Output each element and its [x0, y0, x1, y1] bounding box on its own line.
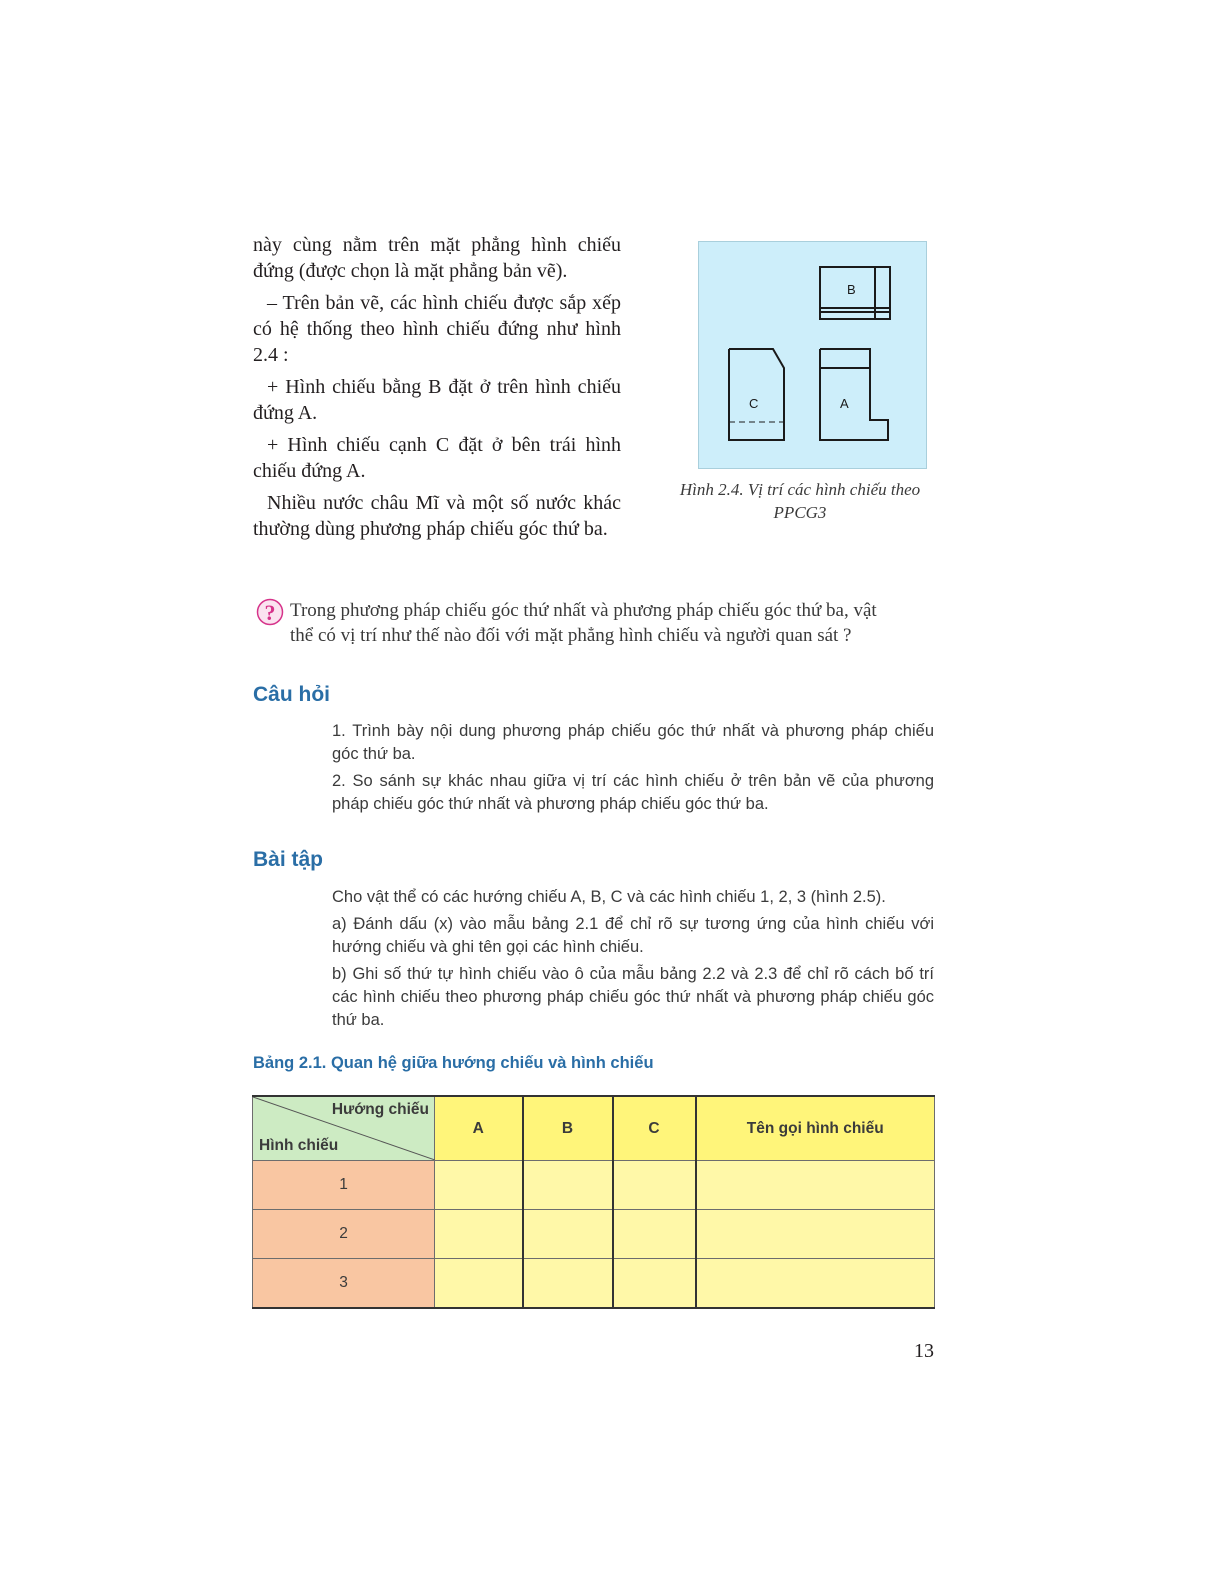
table-cell[interactable]	[696, 1161, 935, 1210]
question-mark-icon	[256, 598, 284, 626]
paragraph-2: – Trên bản vẽ, các hình chiếu được sắp xếp có hệ thống theo hình chiếu đứng như hình 2.4 :	[253, 292, 621, 366]
row-head-3: 3	[253, 1259, 435, 1309]
table-cell[interactable]	[435, 1210, 523, 1259]
caption-line-2: PPCG3	[773, 503, 827, 522]
list-item: Cho vật thể có các hướng chiếu A, B, C và các hình chiếu 1, 2, 3 (hình 2.5).	[332, 888, 886, 906]
column-header-c: C	[613, 1096, 696, 1161]
table-cell[interactable]	[435, 1161, 523, 1210]
paragraph-5: Nhiều nước châu Mĩ và một số nước khác thường dùng phương pháp chiếu góc thứ ba.	[253, 492, 621, 540]
relation-table	[252, 1095, 935, 1309]
table-cell[interactable]	[523, 1259, 613, 1309]
column-header-a: A	[435, 1096, 523, 1161]
table-cell[interactable]	[613, 1161, 696, 1210]
projection-drawing	[699, 242, 928, 470]
cau-hoi-list	[332, 720, 934, 820]
label-b: B	[847, 282, 856, 297]
column-header-b: B	[523, 1096, 613, 1161]
paragraph-1: này cùng nằm trên mặt phẳng hình chiếu đứng (được chọn là mặt phẳng bản vẽ).	[253, 234, 621, 282]
table-cell[interactable]	[613, 1259, 696, 1309]
table-corner-cell	[253, 1096, 435, 1161]
table-row	[253, 1210, 935, 1259]
question-line-2: thể có vị trí như thế nào đối với mặt phẳng hình chiếu và người quan sát ?	[290, 625, 852, 646]
list-item: 2. So sánh sự khác nhau giữa vị trí các hình chiếu ở trên bản vẽ của phương pháp chiếu góc thứ nhất và phương pháp chiếu góc thứ ba.	[332, 772, 934, 813]
table-cell[interactable]	[523, 1161, 613, 1210]
question-line-1: Trong phương pháp chiếu góc thứ nhất và phương pháp chiếu góc thứ ba, vật	[290, 600, 877, 621]
table-cell[interactable]	[523, 1210, 613, 1259]
view-a	[820, 349, 888, 440]
table-cell[interactable]	[696, 1259, 935, 1309]
caption-line-1: Hình 2.4. Vị trí các hình chiếu theo	[679, 480, 921, 499]
table-cell[interactable]	[696, 1210, 935, 1259]
question-block	[256, 598, 936, 648]
question-glyph: ?	[264, 600, 276, 625]
corner-label-hinh-chieu: Hình chiếu	[259, 1137, 339, 1154]
section-title-bai-tap: Bài tập	[253, 848, 324, 871]
list-item: a) Đánh dấu (x) vào mẫu bảng 2.1 để chỉ rõ sự tương ứng của hình chiếu với hướng chiếu và ghi tên gọi các hình chiếu.	[332, 915, 934, 956]
section-title-cau-hoi: Câu hỏi	[253, 683, 330, 706]
table-cell[interactable]	[613, 1210, 696, 1259]
list-item: b) Ghi số thứ tự hình chiếu vào ô của mẫu bảng 2.2 và 2.3 để chỉ rõ cách bố trí các hình chiếu theo phương pháp chiếu góc thứ nhất và phương pháp chiếu góc thứ ba.	[332, 965, 934, 1029]
table-title: Bảng 2.1. Quan hệ giữa hướng chiếu và hình chiếu	[253, 1054, 654, 1072]
table-row	[253, 1259, 935, 1309]
table-cell[interactable]	[435, 1259, 523, 1309]
row-head-2: 2	[253, 1210, 435, 1259]
page-number: 13	[914, 1340, 934, 1362]
view-c	[729, 349, 784, 440]
row-head-1: 1	[253, 1161, 435, 1210]
paragraph-3: + Hình chiếu bằng B đặt ở trên hình chiếu đứng A.	[253, 376, 621, 424]
table-header-row	[253, 1096, 935, 1161]
label-c: C	[749, 396, 759, 411]
left-column-text	[253, 232, 621, 548]
label-a: A	[840, 396, 849, 411]
bai-tap-list	[332, 886, 934, 1036]
figure-caption	[650, 478, 950, 524]
column-header-ten-goi: Tên gọi hình chiếu	[696, 1096, 935, 1161]
corner-label-huong-chieu: Hướng chiếu	[331, 1101, 429, 1118]
list-item: 1. Trình bày nội dung phương pháp chiếu góc thứ nhất và phương pháp chiếu góc thứ ba.	[332, 722, 934, 763]
question-text	[256, 598, 936, 648]
figure-2-4-drawing	[698, 241, 927, 469]
paragraph-4: + Hình chiếu cạnh C đặt ở bên trái hình chiếu đứng A.	[253, 434, 621, 482]
table-row	[253, 1161, 935, 1210]
